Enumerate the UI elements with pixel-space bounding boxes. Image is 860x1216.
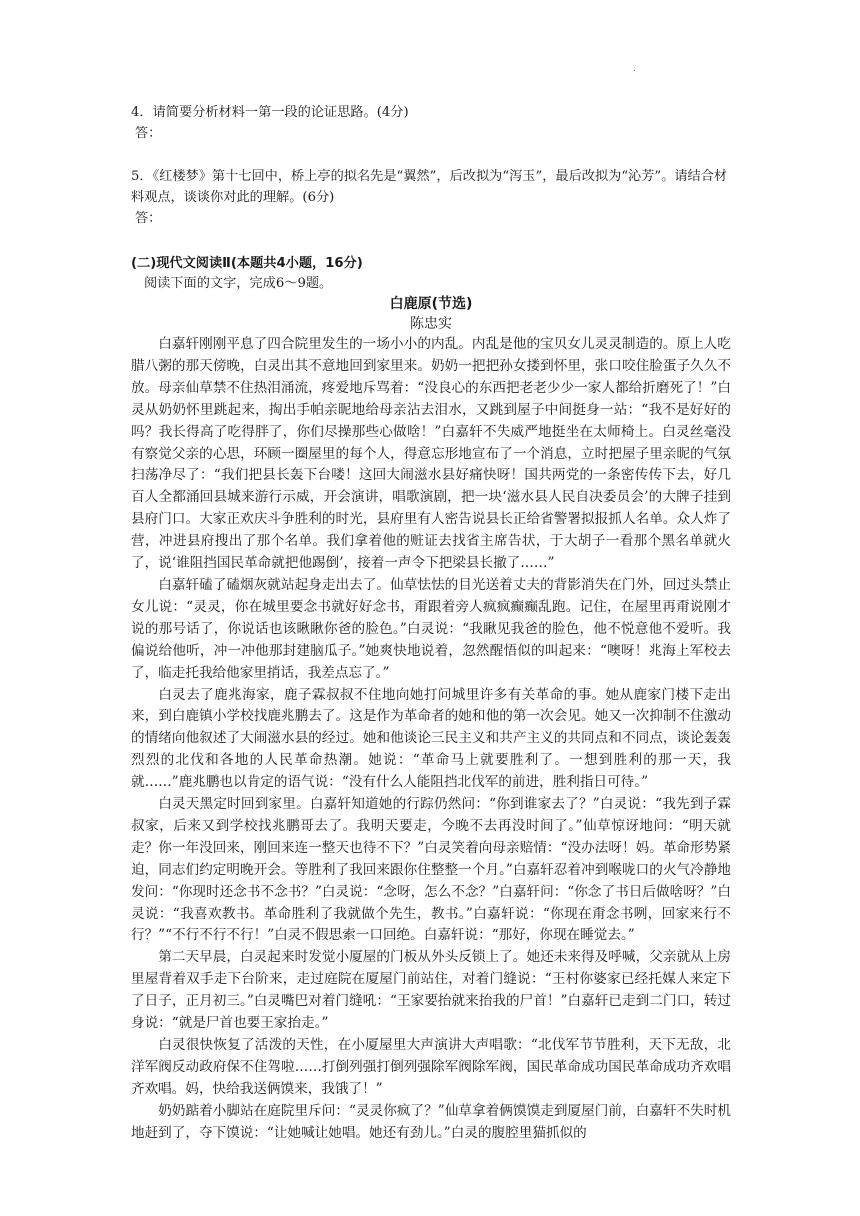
article-paragraph: 白灵天黑定时回到家里。白嘉轩知道她的行踪仍然问：“你到谁家去了？”白灵说：“我先到子霖叔家，后来又到学校找兆鹏哥去了。我明天要走，今晚不去再没时间了。”仙草惊讶地问：“明天就走？你一年没回来，刚回来连一整天也待不下？”白灵笑着向母亲赔情：“没办法呀！妈。革命形势紧迫，同志们约定明晚开会。等胜利了我回来跟你住整整一个月。”白嘉轩忍着冲到喉咙口的火气冷静地发问：“你现时还念书不念书？”白灵说：“念呀，怎么不念？”白嘉轩问：“你念了书日后做啥呀？”白灵说：“我喜欢教书。革命胜利了我就做个先生，教书。”白嘉轩说：“你现在甭念书咧，回家来行不行？”“不行不行不行！”白灵不假思索一口回绝。白嘉轩说：“那好，你现在睡觉去。”: [131, 796, 731, 944]
document-page: [131, 102, 731, 1145]
article-paragraph: 第二天早晨，白灵起来时发觉小厦屋的门板从外头反锁上了。她还未来得及呼喊，父亲就从上房里屋背着双手走下台阶来，走过庭院在厦屋门前站住，对着门缝说：“王村你婆家已经托媒人来定下了日子，正月初三。”白灵嘴巴对着门缝吼：“王家要抬就来抬我的尸首！”白嘉轩已走到二门口，转过身说：“就是尸首也要王家抬走。”: [131, 949, 731, 1032]
article-paragraph: 白灵去了鹿兆海家，鹿子霖叔叔不住地向她打问城里许多有关革命的事。她从鹿家门楼下走出来，到白鹿镇小学校找鹿兆鹏去了。这是作为革命者的她和他的第一次会见。她又一次抑制不住激动的情绪向他叙述了大闹滋水县的经过。她和他谈论三民主义和共产主义的共同点和不同点，谈论轰轰烈烈的北伐和各地的人民革命热潮。她说：“革命马上就要胜利了。一想到胜利的那一天，我就……”鹿兆鹏也以肯定的语气说：“没有什么人能阻挡北伐军的前进，胜利指日可待。”: [131, 686, 731, 791]
article-paragraph: 奶奶踮着小脚站在庭院里斥问：“灵灵你疯了？”仙草拿着俩馍馍走到厦屋门前，白嘉轩不失时机地赶到了，夺下馍说：“让她喊让她唱。她还有劲儿。”白灵的腹腔里猫抓似的: [131, 1102, 731, 1141]
article-paragraph: 白嘉轩磕了磕烟灰就站起身走出去了。仙草怯怯的目光送着丈夫的背影消失在门外，回过头禁止女儿说：“灵灵，你在城里要念书就好好念书，甭跟着旁人疯疯癫癫乱跑。记住，在屋里再甭说刚才说的那号话了，你说话也该瞅瞅你爸的脸色。”白灵说：“我瞅见我爸的脸色，他不悦意他不爱听。我偏说给他听，冲一冲他那封建脑瓜子。”她爽快地说着，忽然醒悟似的叫起来：“噢呀！兆海上军校去了，临走托我给他家里捎话，我差点忘了。”: [131, 576, 731, 681]
article-paragraph: 白灵很快恢复了活泼的天性，在小厦屋里大声演讲大声唱歌：“北伐军节节胜利，天下无敌，北洋军阀反动政府保不住驾啦……打倒列强打倒列强除军阀除军阀，国民革命成功国民革命成功齐欢唱齐欢唱。妈，快给我送俩馍来，我饿了！”: [131, 1037, 731, 1097]
question-4: 4．请简要分析材料一第一段的论证思路。(4分): [131, 105, 409, 120]
answer-label-4: 答：: [135, 126, 162, 141]
section-heading: (二)现代文阅读Ⅱ(本题共4小题，16分): [131, 256, 363, 271]
question-5: 5．《红楼梦》第十七回中，桥上亭的拟名先是“翼然”，后改拟为“泻玉”，最后改拟为“沁芳”。请结合材料观点，谈谈你对此的理解。(6分): [131, 169, 728, 205]
article-title: 白鹿原(节选): [389, 296, 473, 312]
article-author: 陈忠实: [410, 316, 452, 332]
article-paragraph: 白嘉轩刚刚平息了四合院里发生的一场小小的内乱。内乱是他的宝贝女儿灵灵制造的。原上人吃腊八粥的那天傍晚，白灵出其不意地回到家里来。奶奶一把把孙女搂到怀里，张口咬住脸蛋子久久不放。母亲仙草禁不住热泪涌流，疼爱地斥骂着：“没良心的东西把老老少少一家人都给折磨死了！”白灵从奶奶怀里跳起来，掏出手帕亲昵地给母亲沾去泪水，又跳到屋子中间挺身一站：“我不是好好的吗？我长得高了吃得胖了，你们尽操那些心做啥！”白嘉轩不失威严地挺坐在太师椅上。白灵丝毫没有察觉父亲的心思，环顾一圈屋里的每个人，得意忘形地宣布了一个消息，立时把屋子里亲昵的气氛扫荡净尽了：“我们把县长轰下台喽！这回大闹滋水县好痛快呀！国共两党的一条密传传下去，好几百人全都涌回县城来游行示威，开会演讲，唱歌演剧，把一块‘滋水县人民自决委员会’的大牌子挂到县府门口。大家正欢庆斗争胜利的时光，县府里有人密告说县长正给省警署拟报抓人名单。众人炸了营，冲进县府搜出了那个名单。我们拿着他的赃证去找省主席告状，于大胡子一看那个黑名单就火了，说‘谁阻挡国民革命就把他踢倒’，接着一声令下把梁县长撤了……”: [131, 336, 731, 572]
answer-label-5: 答：: [135, 211, 162, 226]
section-instruction: 阅读下面的文字，完成6～9题。: [144, 276, 333, 291]
corner-mark: .: [633, 64, 636, 74]
